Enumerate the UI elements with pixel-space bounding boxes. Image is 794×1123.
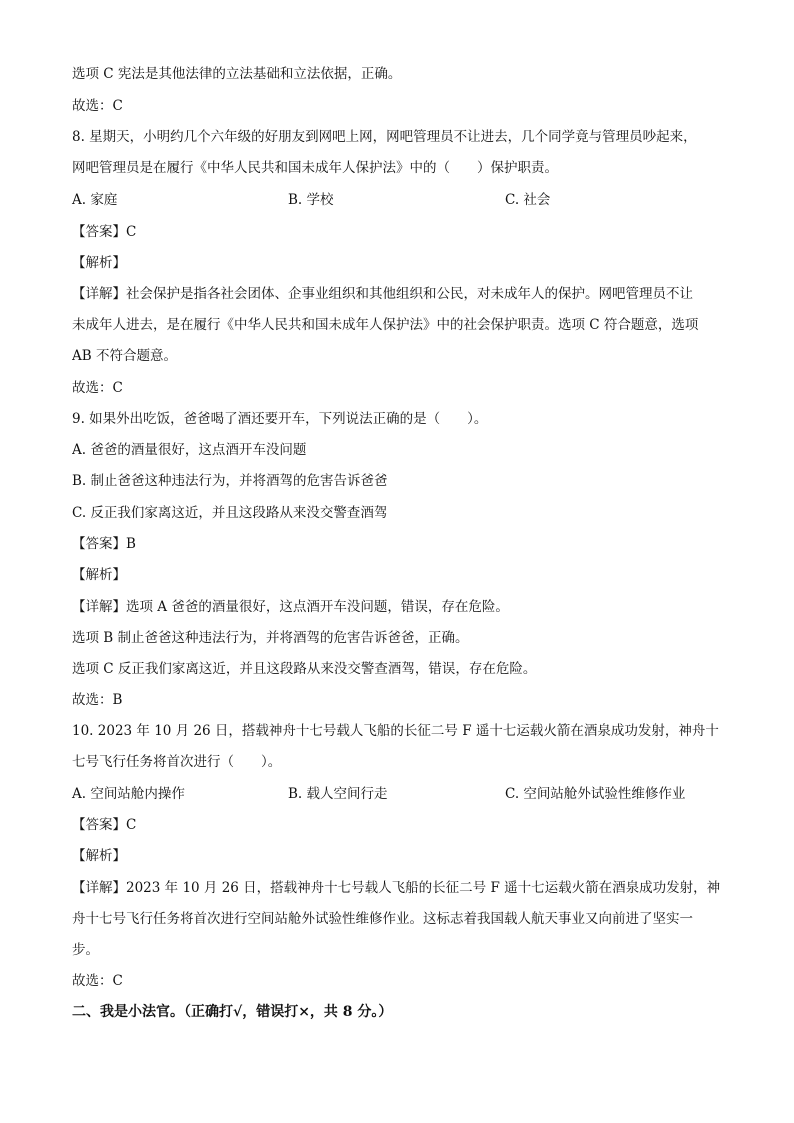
q10-options — [72, 784, 722, 804]
q10-detail-line-3: 步。 — [72, 942, 99, 958]
q9-detail-line-2: 选项 B 制止爸爸这种违法行为，并将酒驾的危害告诉爸爸，正确。 — [72, 630, 469, 646]
section-heading: 二、我是小法官。（正确打√，错误打×，共 8 分。） — [72, 1004, 393, 1020]
q8-detail-line-2: 未成年人进去，是在履行《中华人民共和国未成年人保护法》中的社会保护职责。选项 C 符合题意，选项 — [72, 317, 699, 333]
q10-detail-line-2: 舟十七号飞行任务将首次进行空间站舱外试验性维修作业。这标志着我国载人航天事业又向前进了坚实一 — [72, 911, 693, 927]
q8-options — [72, 190, 722, 210]
q9-choice: 故选：B — [72, 692, 123, 708]
q10-answer: 【答案】C — [72, 817, 137, 833]
q9-stem: 9. 如果外出吃饭，爸爸喝了酒还要开车，下列说法正确的是（ ）。 — [72, 411, 488, 427]
q10-choice: 故选：C — [72, 973, 123, 989]
q8-detail-line-1: 【详解】社会保护是指各社会团体、企事业组织和其他组织和公民，对未成年人的保护。网吧管理员不让 — [72, 286, 693, 302]
q10-option-c: C. 空间站舱外试验性维修作业 — [505, 786, 686, 802]
q8-option-c: C. 社会 — [505, 192, 551, 208]
q9-option-c: C. 反正我们家离这近，并且这段路从来没交警查酒驾 — [72, 505, 388, 521]
q8-option-a: A. 家庭 — [72, 192, 118, 208]
q8-option-b: B. 学校 — [288, 192, 334, 208]
q10-stem-line-2: 七号飞行任务将首次进行（ ）。 — [72, 754, 282, 770]
q9-analysis-heading: 【解析】 — [72, 567, 126, 583]
q9-detail-line-1: 【详解】选项 A 爸爸的酒量很好，这点酒开车没问题，错误，存在危险。 — [72, 599, 509, 615]
q8-choice: 故选：C — [72, 380, 123, 396]
q8-answer: 【答案】C — [72, 224, 137, 240]
q10-stem-line-1: 10. 2023 年 10 月 26 日，搭载神舟十七号载人飞船的长征二号 F 遥十七运载火箭在酒泉成功发射，神舟十 — [72, 723, 719, 739]
q8-stem-line-1: 8. 星期天，小明约几个六年级的好朋友到网吧上网，网吧管理员不让进去，几个同学竟与管理员吵起来， — [72, 129, 697, 145]
q9-detail-line-3: 选项 C 反正我们家离这近，并且这段路从来没交警查酒驾，错误，存在危险。 — [72, 661, 537, 677]
q10-option-a: A. 空间站舱内操作 — [72, 786, 185, 802]
q8-detail-line-3: AB 不符合题意。 — [72, 348, 177, 364]
q9-answer: 【答案】B — [72, 536, 136, 552]
q9-option-a: A. 爸爸的酒量很好，这点酒开车没问题 — [72, 442, 307, 458]
q8-analysis-heading: 【解析】 — [72, 255, 126, 271]
q8-stem-line-2: 网吧管理员是在履行《中华人民共和国未成年人保护法》中的（ ）保护职责。 — [72, 160, 558, 176]
q7-analysis-line: 选项 C 宪法是其他法律的立法基础和立法依据，正确。 — [72, 66, 402, 82]
q10-analysis-heading: 【解析】 — [72, 848, 126, 864]
q9-option-b: B. 制止爸爸这种违法行为，并将酒驾的危害告诉爸爸 — [72, 473, 388, 489]
q7-choice: 故选：C — [72, 98, 123, 114]
q10-option-b: B. 载人空间行走 — [288, 786, 388, 802]
q10-detail-line-1: 【详解】2023 年 10 月 26 日，搭载神舟十七号载人飞船的长征二号 F 遥十七运载火箭在酒泉成功发射，神 — [72, 880, 721, 896]
